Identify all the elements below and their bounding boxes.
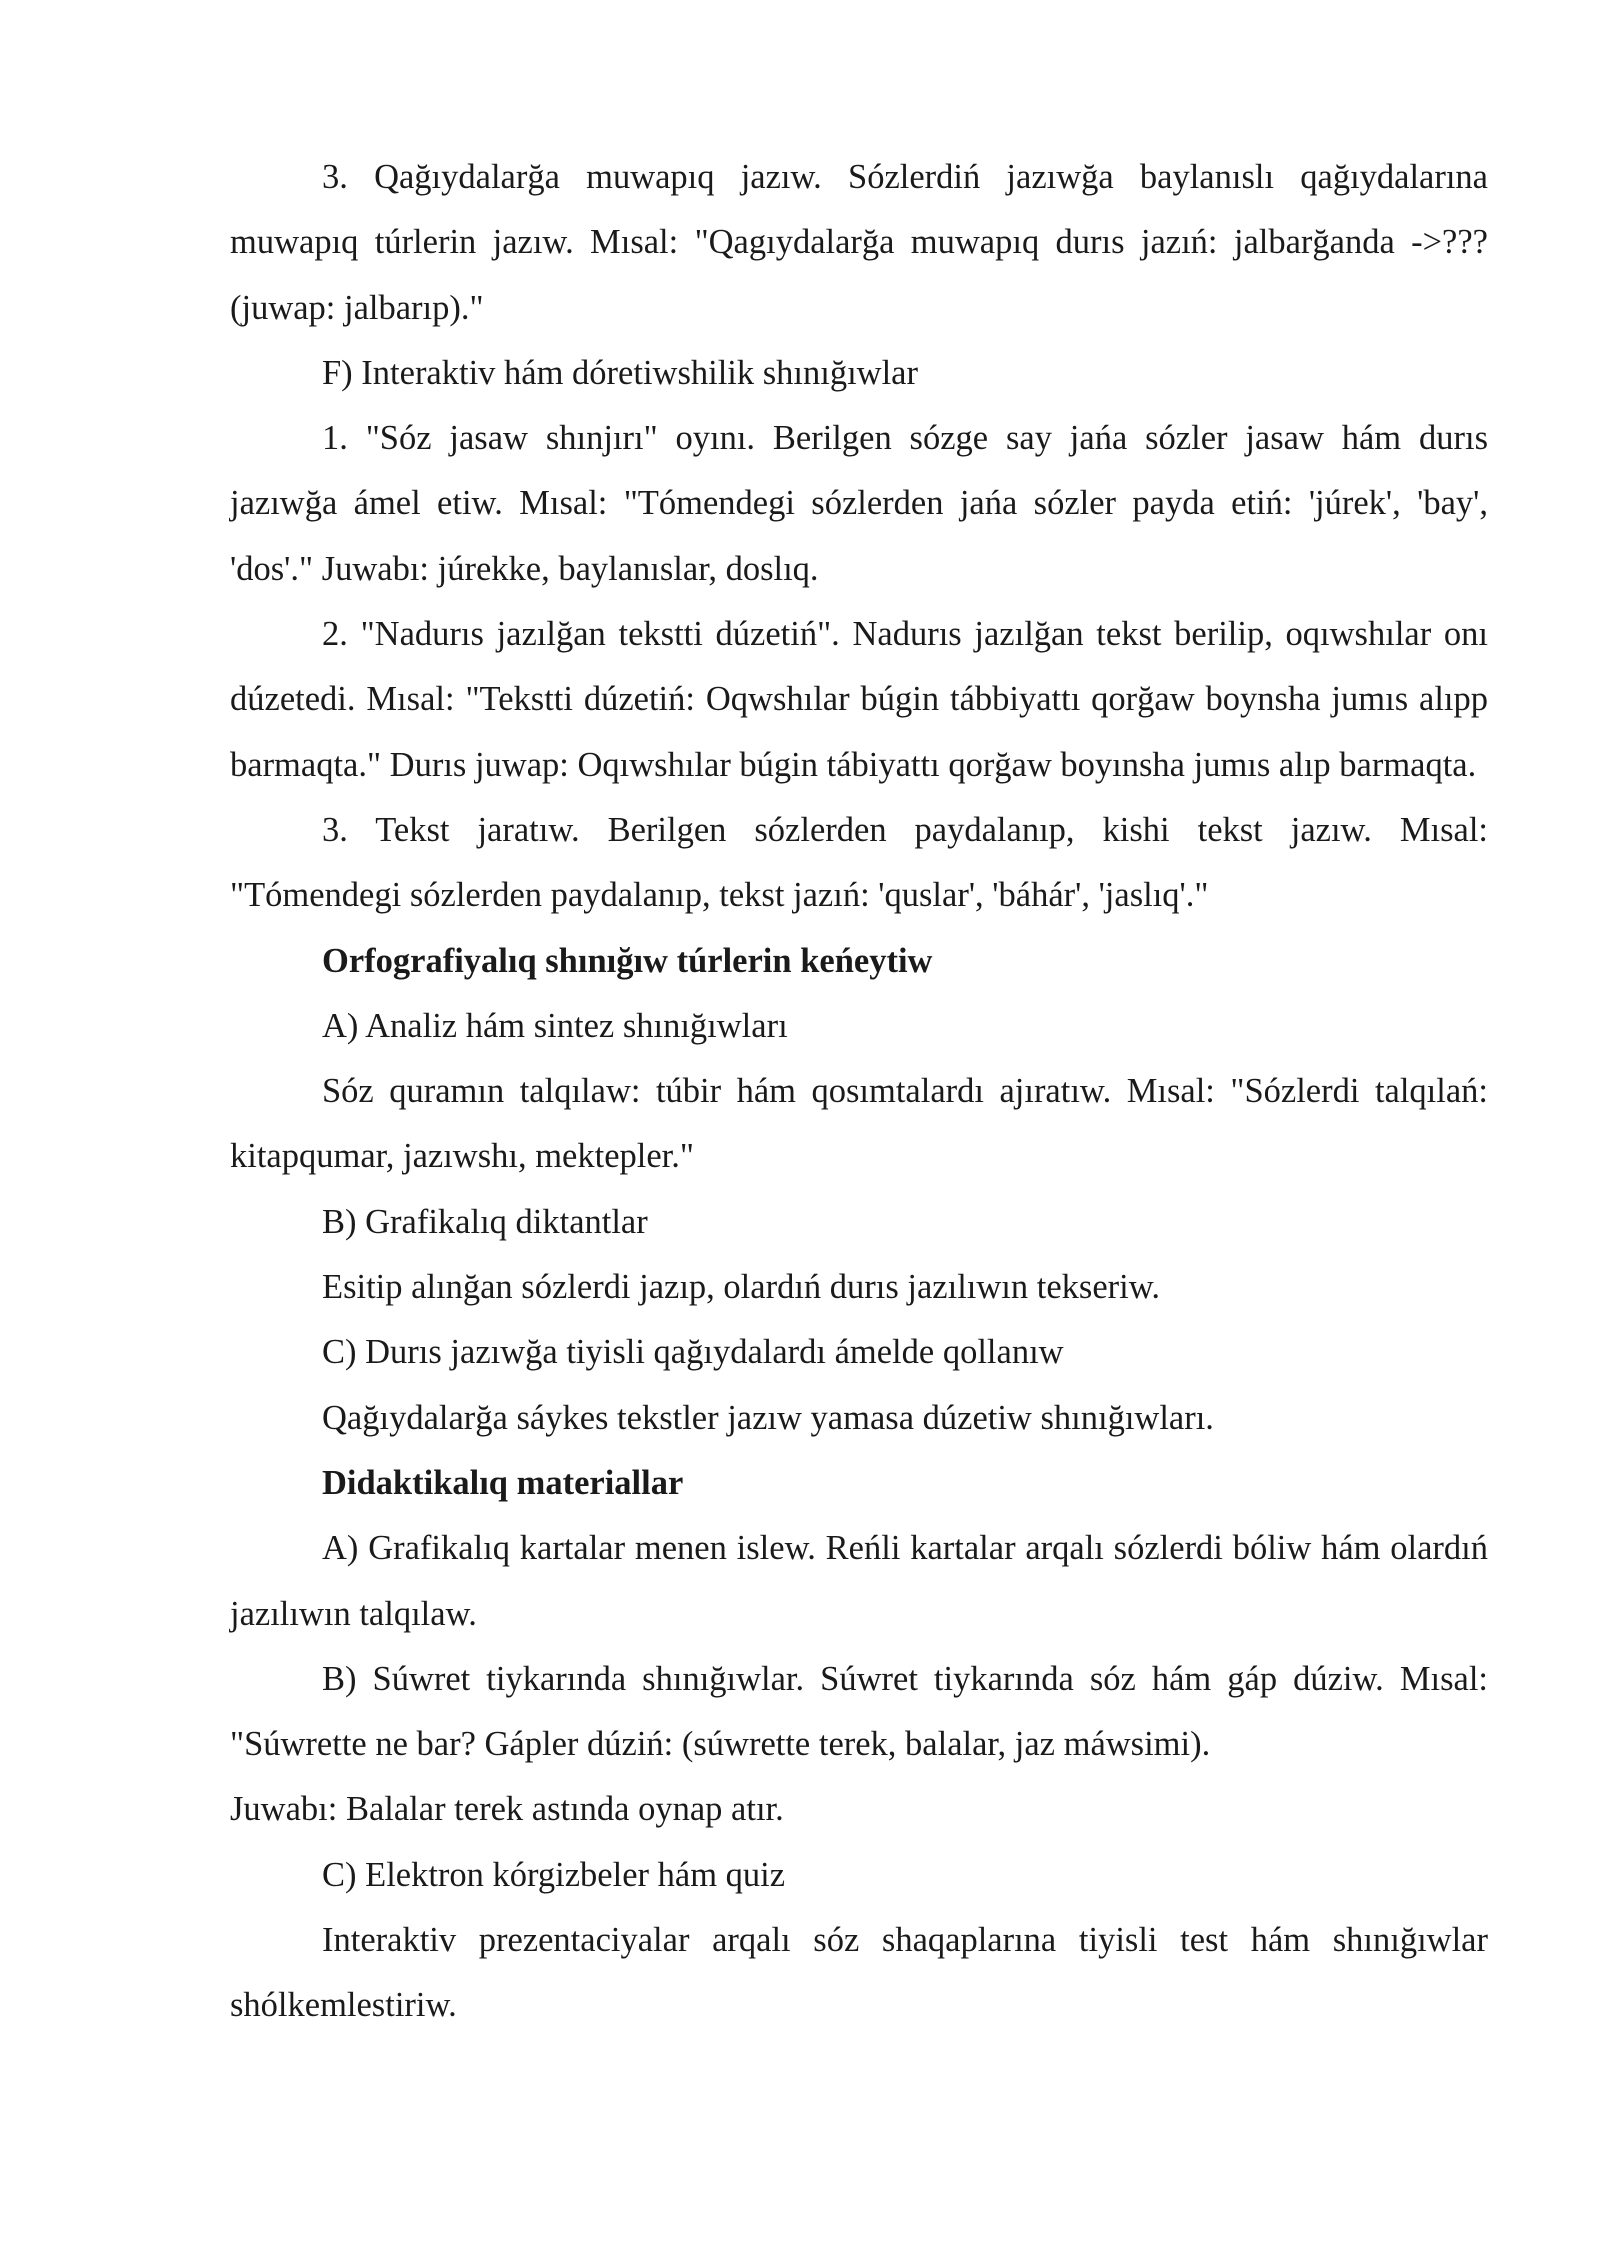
paragraph-interactive-presentations: Interaktiv prezentaciyalar arqalı sóz shaqaplarına tiyisli test hám shınığıwlar shólkemlestiriw. bbox=[230, 1921, 1488, 2025]
paragraph-create-text: 3. Tekst jaratıw. Berilgen sózlerden paydalanıp, kishi tekst jazıw. Mısal: "Tómendegi sózlerden paydalanıp, tekst jazıń: 'quslar', 'báhár', 'jaslıq'." bbox=[230, 810, 1488, 915]
section-interactive-exercises: F) Interaktiv hám dóretiwshilik shınığıwlar bbox=[322, 353, 918, 392]
paragraph-picture-answer: Juwabı: Balalar terek astında oynap atır. bbox=[230, 1790, 784, 1829]
section-apply-rules: C) Durıs jazıwğa tiyisli qağıydalardı ámelde qollanıw bbox=[322, 1333, 1064, 1372]
paragraph-graphic-cards: A) Grafikalıq kartalar menen islew. Reńli kartalar arqalı sózlerdi bóliw hám olardıń jazılıwın talqılaw. bbox=[230, 1529, 1488, 1633]
section-electronic-quiz: C) Elektron kórgizbeler hám quiz bbox=[322, 1855, 786, 1894]
paragraph-correct-text: 2. "Nadurıs jazılğan tekstti dúzetiń". Nadurıs jazılğan tekst berilip, oqıwshılar onı dúzetedi. Mısal: "Tekstti dúzetiń: Oqwshılar búgin tábbiyattı qorğaw boynsha jumıs alıpp barmaqta." Durıs juwap: Oqıwshılar búgin tábiyattı qorğaw boyınsha jumıs alıp barmaqta. bbox=[230, 615, 1488, 784]
document-body bbox=[230, 145, 1488, 2039]
paragraph-listen-write: Esitip alınğan sózlerdi jazıp, olardıń durıs jazılıwın tekseriw. bbox=[322, 1268, 1161, 1307]
paragraph-picture-exercises: B) Súwret tiykarında shınığıwlar. Súwret tiykarında sóz hám gáp dúziw. Mısal: "Súwrette ne bar? Gápler dúziń: (súwrette terek, balalar, jaz máwsimi). bbox=[230, 1659, 1488, 1764]
paragraph-rule-writing: 3. Qağıydalarğa muwapıq jazıw. Sózlerdiń jazıwğa baylanıslı qağıydalarına muwapıq túrlerin jazıw. Mısal: "Qagıydalarğa muwapıq durıs jazıń: jalbarğanda ->??? (juwap: jalbarıp)." bbox=[230, 158, 1488, 327]
heading-expanding-exercises: Orfografiyalıq shınığıw túrlerin keńeytiw bbox=[322, 941, 933, 980]
section-graphic-dictations: B) Grafikalıq diktantlar bbox=[322, 1202, 648, 1241]
paragraph-word-chain-game: 1. "Sóz jasaw shınjırı" oyını. Berilgen sózge say jańa sózler jasaw hám durıs jazıwğa ámel etiw. Mısal: "Tómendegi sózlerden jańa sózler payda etiń: 'júrek', 'bay', 'dos'." Juwabı: júrekke, baylanıslar, doslıq. bbox=[230, 419, 1488, 588]
paragraph-rule-texts: Qağıydalarğa sáykes tekstler jazıw yamasa dúzetiw shınığıwları. bbox=[322, 1398, 1214, 1437]
section-analysis-synthesis: A) Analiz hám sintez shınığıwları bbox=[322, 1006, 788, 1045]
heading-didactic-materials: Didaktikalıq materiallar bbox=[322, 1463, 684, 1502]
paragraph-word-analysis: Sóz quramın talqılaw: túbir hám qosımtalardı ajıratıw. Mısal: "Sózlerdi talqılań: kitapqumar, jazıwshı, mektepler." bbox=[230, 1072, 1488, 1176]
